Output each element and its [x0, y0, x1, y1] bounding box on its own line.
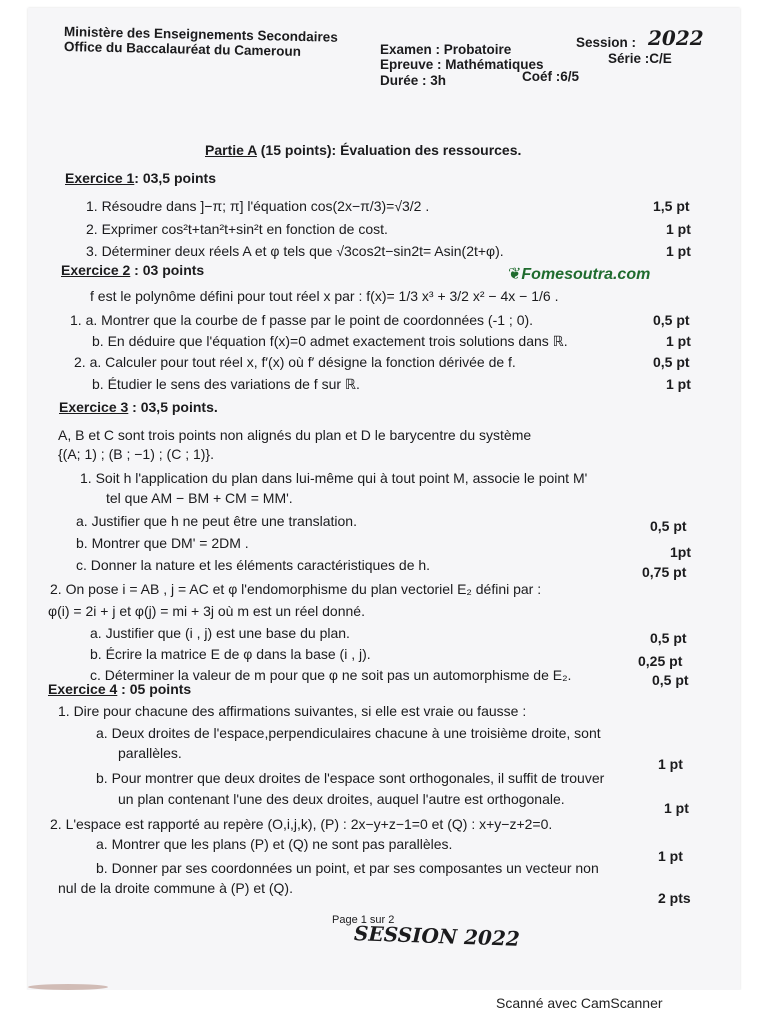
ex4-q2a-points: 1 pt: [658, 848, 683, 864]
ex3-q2b-points: 0,25 pt: [638, 653, 683, 669]
ex1-q1-points: 1,5 pt: [653, 198, 690, 214]
exercise-3-points: : 03,5 points.: [128, 399, 218, 415]
exercise-4-title: Exercice 4: [48, 681, 118, 697]
ex3-question-1c: c. Donner la nature et les éléments caractéristiques de h.: [76, 557, 431, 573]
exercise-1-points: : 03,5 points: [134, 170, 216, 186]
ex3-question-1a: a. Justifier que h ne peut être une translation.: [76, 513, 357, 529]
exercise-1-title: Exercice 1: [65, 170, 135, 186]
ex2-q1b-points: 1 pt: [666, 333, 691, 349]
exam-subject: Epreuve : Mathématiques: [380, 57, 544, 72]
ex2-question-2b: b. Étudier le sens des variations de f sur ℝ.: [92, 376, 360, 392]
ex4-question-2: 2. L'espace est rapporté au repère (O,i,j,k), (P) : 2x−y+z−1=0 et (Q) : x+y−z+2=0.: [50, 816, 553, 832]
ex3-intro-line-1: A, B et C sont trois points non alignés du plan et D le barycentre du système: [58, 427, 532, 443]
ex3-q2a-points: 0,5 pt: [650, 630, 687, 646]
ex4-question-1a-line-2: parallèles.: [118, 745, 182, 761]
scanner-footer: [0, 990, 768, 1024]
ex3-question-1: 1. Soit h l'application du plan dans lui-même qui à tout point M, associe le point M': [80, 470, 588, 486]
fomesoutra-watermark: [508, 264, 650, 284]
ex2-q2b-points: 1 pt: [666, 376, 691, 392]
ex4-question-2b-line-2: nul de la droite commune à (P) et (Q).: [58, 880, 293, 896]
exercise-2-heading: [61, 262, 204, 279]
ex2-question-2a: 2. a. Calculer pour tout réel x, f′(x) où f′ désigne la fonction dérivée de f.: [74, 354, 516, 370]
exercise-4-points: : 05 points: [117, 681, 192, 697]
ex3-q1c-points: 0,75 pt: [642, 564, 687, 580]
page-number: Page 1 sur 2: [332, 914, 395, 926]
ex3-intro-line-2: {(A; 1) ; (B ; −1) ; (C ; 1)}.: [58, 446, 214, 462]
ex4-question-1b-line-1: b. Pour montrer que deux droites de l'espace sont orthogonales, il suffit de trouver: [96, 770, 605, 786]
ex3-question-1b: b. Montrer que DM' = 2DM .: [76, 535, 249, 551]
ex3-q1a-points: 0,5 pt: [650, 518, 687, 534]
ex4-question-2b-line-1: b. Donner par ses coordonnées un point, et par ses composantes un vecteur non: [96, 860, 599, 876]
exam-type: Examen : Probatoire: [380, 42, 512, 57]
ex1-question-2: 2. Exprimer cos²t+tan²t+sin²t en fonction de cost.: [86, 221, 388, 237]
ex4-question-1a-line-1: a. Deux droites de l'espace,perpendiculaires chacune à une troisième droite, sont: [96, 725, 601, 741]
ex3-question-2: 2. On pose i = AB , j = AC et φ l'endomorphisme du plan vectoriel E₂ défini par :: [50, 581, 542, 597]
ex3-question-1-cont: tel que AM − BM + CM = MM'.: [106, 490, 293, 506]
ex1-q3-points: 1 pt: [666, 243, 691, 259]
ex3-question-2-cont: φ(i) = 2i + j et φ(j) = mi + 3j où m est un réel donné.: [48, 603, 365, 619]
exam-duration: Durée : 3h: [380, 73, 447, 88]
session-label: Session :: [576, 35, 637, 50]
exercise-1-heading: [65, 170, 216, 187]
ex1-question-1: 1. Résoudre dans ]−π; π] l'équation cos(2x−π/3)=√3/2 .: [86, 198, 430, 214]
ex3-q1b-points: 1pt: [670, 544, 691, 560]
ex4-question-1b-line-2: un plan contenant l'une des deux droites, auquel l'autre est orthogonale.: [118, 791, 565, 807]
part-a-subtitle: (15 points): Évaluation des ressources.: [256, 142, 522, 158]
ex4-question-1: 1. Dire pour chacune des affirmations suivantes, si elle est vraie ou fausse :: [58, 703, 527, 719]
exercise-2-points: : 03 points: [130, 262, 205, 278]
part-a-title: [205, 142, 521, 158]
office-title: Office du Baccalauréat du Cameroun: [63, 39, 302, 59]
ex2-q2a-points: 0,5 pt: [653, 354, 690, 370]
session-year-handwritten: 2022: [648, 26, 704, 50]
ex4-q2b-points: 2 pts: [658, 890, 691, 906]
session-handwritten-footer: SESSION 2022: [353, 921, 521, 951]
ex1-question-3: 3. Déterminer deux réels A et φ tels que √3cos2t−sin2t= Asin(2t+φ).: [86, 243, 504, 259]
ex4-q1b-points: 1 pt: [664, 800, 689, 816]
ex3-q2c-points: 0,5 pt: [652, 672, 689, 688]
ex2-intro: f est le polynôme défini pour tout réel x par : f(x)= 1/3 x³ + 3/2 x² − 4x − 1/6 .: [90, 288, 559, 304]
part-a-label: Partie A: [205, 142, 257, 158]
ex4-question-2a: a. Montrer que les plans (P) et (Q) ne sont pas parallèles.: [96, 836, 453, 852]
exam-sheet: [28, 8, 740, 990]
scanner-credit: Scanné avec CamScanner: [496, 995, 663, 1011]
ex4-q1a-points: 1 pt: [658, 756, 683, 772]
exercise-2-title: Exercice 2: [61, 262, 131, 278]
watermark-text: Fomesoutra.com: [521, 266, 651, 283]
exercise-3-heading: [59, 399, 218, 416]
exercise-4-heading: [48, 681, 191, 698]
ex3-question-2a: a. Justifier que (i , j) est une base du plan.: [90, 625, 350, 641]
exam-serie: Série :C/E: [608, 51, 672, 66]
ex3-question-2b: b. Écrire la matrice E de φ dans la base (i , j).: [90, 646, 371, 662]
leaf-icon: ❦: [508, 266, 522, 283]
exam-coef: Coéf :6/5: [522, 69, 580, 84]
ex2-q1a-points: 0,5 pt: [653, 312, 690, 328]
ex3-question-2c: c. Déterminer la valeur de m pour que φ ne soit pas un automorphisme de E₂.: [90, 667, 572, 683]
ex1-q2-points: 1 pt: [666, 221, 691, 237]
exercise-3-title: Exercice 3: [59, 399, 129, 415]
ministry-title: Ministère des Enseignements Secondaires: [63, 24, 338, 45]
ex2-question-1a: 1. a. Montrer que la courbe de f passe par le point de coordonnées (-1 ; 0).: [70, 312, 534, 328]
ex2-question-1b: b. En déduire que l'équation f(x)=0 admet exactement trois solutions dans ℝ.: [92, 333, 568, 349]
